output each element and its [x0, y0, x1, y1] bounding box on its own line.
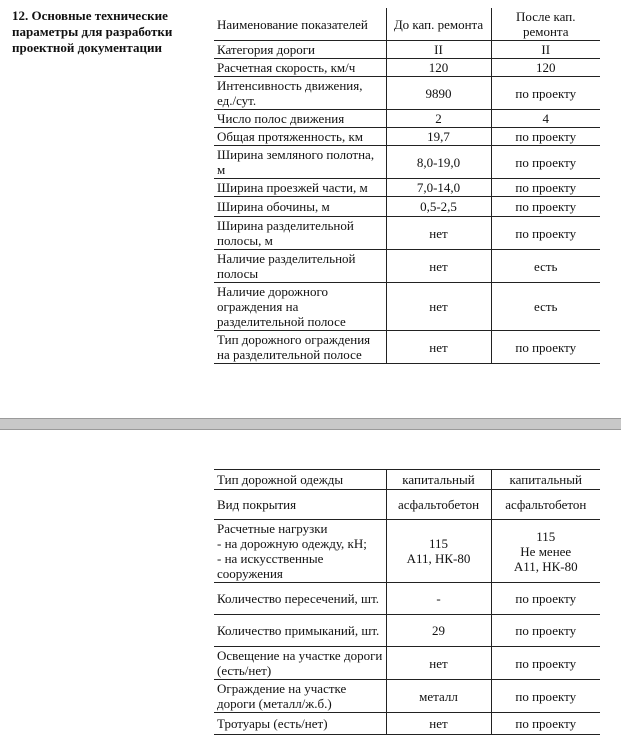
table-row: [214, 250, 600, 283]
value-before: асфальтобетон: [386, 490, 491, 520]
table-row: [214, 331, 600, 364]
section-title: Основные технические параметры для разработки проектной документации: [12, 8, 173, 55]
value-after: по проекту: [491, 179, 600, 197]
parameter-name: Ограждение на участке дороги (металл/ж.б.): [214, 680, 386, 713]
value-after: по проекту: [491, 331, 600, 364]
parameter-name: Тип дорожной одежды: [214, 470, 386, 490]
value-before: 9890: [386, 77, 491, 110]
value-before: 120: [386, 59, 491, 77]
value-after: по проекту: [491, 680, 600, 713]
parameter-name: Тротуары (есть/нет): [214, 713, 386, 735]
parameter-name: Ширина проезжей части, м: [214, 179, 386, 197]
value-after: по проекту: [491, 77, 600, 110]
table-row: [214, 217, 600, 250]
parameter-name: Общая протяженность, км: [214, 128, 386, 146]
value-before: 0,5-2,5: [386, 197, 491, 217]
value-before: капитальный: [386, 470, 491, 490]
table-row: [214, 680, 600, 713]
table-row: [214, 179, 600, 197]
value-after: 120: [491, 59, 600, 77]
header-parameter: Наименование показателей: [214, 8, 386, 41]
table-row: [214, 59, 600, 77]
table-header-row: [214, 8, 600, 41]
parameter-name: Интенсивность движения, ед./сут.: [214, 77, 386, 110]
table-row: [214, 520, 600, 583]
parameter-name: Количество примыканий, шт.: [214, 615, 386, 647]
value-after: по проекту: [491, 647, 600, 680]
table-row: [214, 77, 600, 110]
table-row: [214, 583, 600, 615]
parameter-name: Расчетные нагрузки - на дорожную одежду, кН; - на искусственные сооружения: [214, 520, 386, 583]
table-row: [214, 283, 600, 331]
parameter-name: Вид покрытия: [214, 490, 386, 520]
value-before: II: [386, 41, 491, 59]
header-before: До кап. ремонта: [386, 8, 491, 41]
table-row: [214, 110, 600, 128]
value-after: по проекту: [491, 128, 600, 146]
value-before: нет: [386, 647, 491, 680]
value-after: по проекту: [491, 615, 600, 647]
table-row: [214, 470, 600, 490]
page-divider: [0, 418, 621, 430]
table-row: [214, 490, 600, 520]
parameter-name: Количество пересечений, шт.: [214, 583, 386, 615]
parameter-name: Ширина земляного полотна, м: [214, 146, 386, 179]
value-before: нет: [386, 713, 491, 735]
value-before: 2: [386, 110, 491, 128]
table-row: [214, 41, 600, 59]
value-before: 115 А11, НК-80: [386, 520, 491, 583]
parameter-name: Наличие дорожного ограждения на разделительной полосе: [214, 283, 386, 331]
table-row: [214, 647, 600, 680]
value-after: II: [491, 41, 600, 59]
table-row: [214, 713, 600, 735]
value-after: есть: [491, 283, 600, 331]
header-after: После кап. ремонта: [491, 8, 600, 41]
parameter-name: Ширина разделительной полосы, м: [214, 217, 386, 250]
value-before: 7,0-14,0: [386, 179, 491, 197]
value-before: 8,0-19,0: [386, 146, 491, 179]
parameter-name: Категория дороги: [214, 41, 386, 59]
parameter-name: Тип дорожного ограждения на разделительной полосе: [214, 331, 386, 364]
parameter-name: Расчетная скорость, км/ч: [214, 59, 386, 77]
table-row: [214, 615, 600, 647]
value-after: есть: [491, 250, 600, 283]
value-after: по проекту: [491, 713, 600, 735]
section-heading: [12, 8, 204, 56]
value-after: асфальтобетон: [491, 490, 600, 520]
value-after: по проекту: [491, 217, 600, 250]
value-before: -: [386, 583, 491, 615]
value-after: 4: [491, 110, 600, 128]
value-before: нет: [386, 250, 491, 283]
table-row: [214, 197, 600, 217]
parameter-name: Число полос движения: [214, 110, 386, 128]
parameters-table-bottom: [214, 469, 600, 735]
value-after: капитальный: [491, 470, 600, 490]
value-before: нет: [386, 331, 491, 364]
parameter-name: Наличие разделительной полосы: [214, 250, 386, 283]
value-after: по проекту: [491, 583, 600, 615]
value-before: нет: [386, 283, 491, 331]
table-row: [214, 146, 600, 179]
value-before: 29: [386, 615, 491, 647]
section-number: 12.: [12, 8, 29, 23]
value-after: по проекту: [491, 197, 600, 217]
parameter-name: Ширина обочины, м: [214, 197, 386, 217]
parameters-table-top: [214, 8, 600, 364]
value-after: по проекту: [491, 146, 600, 179]
value-before: нет: [386, 217, 491, 250]
value-before: 19,7: [386, 128, 491, 146]
value-after: 115 Не менее А11, НК-80: [491, 520, 600, 583]
table-row: [214, 128, 600, 146]
parameter-name: Освещение на участке дороги (есть/нет): [214, 647, 386, 680]
value-before: металл: [386, 680, 491, 713]
